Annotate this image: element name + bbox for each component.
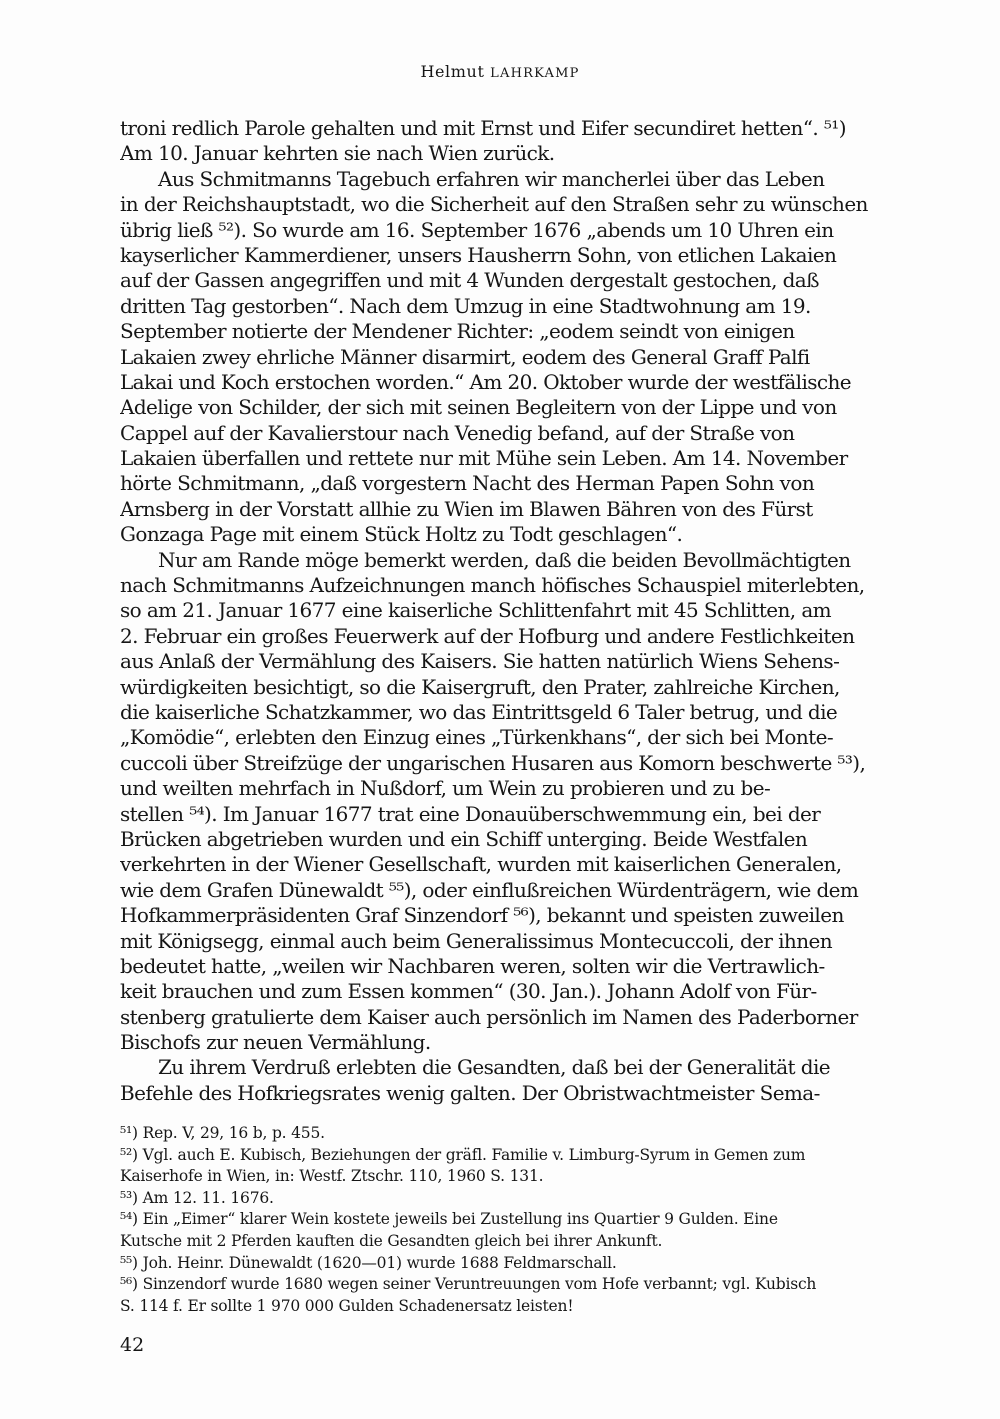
footnote-line: S. 114 f. Er sollte 1 970 000 Gulden Schadenersatz leisten! <box>120 1296 574 1315</box>
body-line: Zu ihrem Verdruß erlebten die Gesandten, daß bei der Generalität die <box>158 1055 830 1080</box>
body-line: so am 21. Januar 1677 eine kaiserliche Schlittenfahrt mit 45 Schlitten, am <box>120 598 832 623</box>
body-line: Gonzaga Page mit einem Stück Holtz zu Todt geschlagen“. <box>120 522 683 547</box>
body-line: die kaiserliche Schatzkammer, wo das Eintrittsgeld 6 Taler betrug, und die <box>120 699 838 724</box>
running-header <box>120 62 880 81</box>
body-line: Cappel auf der Kavalierstour nach Venedig befand, auf der Straße von <box>120 420 795 445</box>
body-line: 2. Februar ein großes Feuerwerk auf der Hofburg und andere Festlichkeiten <box>120 623 855 648</box>
body-line: bedeutet hatte, „weilen wir Nachbaren weren, solten wir die Vertrawlich- <box>120 953 825 978</box>
body-line: würdigkeiten besichtigt, so die Kaisergruft, den Prater, zahlreiche Kirchen, <box>120 674 840 699</box>
body-line: auf der Gassen angegriffen und mit 4 Wunden dergestalt gestochen, daß <box>120 268 819 293</box>
body-line: mit Königsegg, einmal auch beim Generalissimus Montecuccoli, der ihnen <box>120 928 832 953</box>
footnotes <box>120 1123 880 1317</box>
body-line: Adelige von Schilder, der sich mit seinen Begleitern von der Lippe und von <box>120 395 837 420</box>
footnote-line: ⁵⁴) Ein „Eimer“ klarer Wein kostete jeweils bei Zustellung ins Quartier 9 Gulden. Eine <box>120 1210 778 1229</box>
body-line: Aus Schmitmanns Tagebuch erfahren wir mancherlei über das Leben <box>158 166 825 191</box>
footnote-line: Kaiserhofe in Wien, in: Westf. Ztschr. 110, 1960 S. 131. <box>120 1167 544 1186</box>
body-line: verkehrten in der Wiener Gesellschaft, wurden mit kaiserlichen Generalen, <box>120 852 842 877</box>
footnote-line: ⁵³) Am 12. 11. 1676. <box>120 1188 274 1207</box>
page-number: 42 <box>120 1334 145 1356</box>
footnote-line: Kutsche mit 2 Pferden kauften die Gesandten gleich bei ihrer Ankunft. <box>120 1231 663 1250</box>
body-line: Brücken abgetrieben wurden und ein Schiff unterging. Beide Westfalen <box>120 826 808 851</box>
body-line: stenberg gratulierte dem Kaiser auch persönlich im Namen des Paderborner <box>120 1004 858 1029</box>
body-text <box>120 116 880 1106</box>
body-line: keit brauchen und zum Essen kommen“ (30. Jan.). Johann Adolf von Für- <box>120 979 817 1004</box>
body-line: Befehle des Hofkriegsrates wenig galten. Der Obristwachtmeister Sema- <box>120 1080 820 1105</box>
body-line: übrig ließ ⁵²). So wurde am 16. September 1676 „abends um 10 Uhren ein <box>120 217 834 242</box>
body-line: hörte Schmitmann, „daß vorgestern Nacht des Herman Papen Sohn von <box>120 471 815 496</box>
body-line: Am 10. Januar kehrten sie nach Wien zurück. <box>120 141 555 166</box>
body-line: Lakai und Koch erstochen worden.“ Am 20. Oktober wurde der westfälische <box>120 369 852 394</box>
body-line: cuccoli über Streifzüge der ungarischen Husaren aus Komorn beschwerte ⁵³), <box>120 750 866 775</box>
body-line: nach Schmitmanns Aufzeichnungen manch höfisches Schauspiel miterlebten, <box>120 573 865 598</box>
body-line: Arnsberg in der Vorstatt allhie zu Wien im Blawen Bähren von des Fürst <box>120 496 813 521</box>
body-line: Bischofs zur neuen Vermählung. <box>120 1030 431 1055</box>
body-line: stellen ⁵⁴). Im Januar 1677 trat eine Donauüberschwemmung ein, bei der <box>120 801 821 826</box>
body-line: aus Anlaß der Vermählung des Kaisers. Sie hatten natürlich Wiens Sehens- <box>120 649 840 674</box>
body-line: kayserlicher Kammerdiener, unsers Hausherrn Sohn, von etlichen Lakaien <box>120 242 837 267</box>
body-line: Nur am Rande möge bemerkt werden, daß die beiden Bevollmächtigten <box>158 547 851 572</box>
footnote-line: ⁵⁵) Joh. Heinr. Dünewaldt (1620—01) wurde 1688 Feldmarschall. <box>120 1253 617 1272</box>
footnote-line: ⁵²) Vgl. auch E. Kubisch, Beziehungen der gräfl. Familie v. Limburg-Syrum in Gemen zum <box>120 1145 806 1164</box>
body-line: troni redlich Parole gehalten und mit Ernst und Eifer secundiret hetten“. ⁵¹) <box>120 116 846 140</box>
body-line: in der Reichshauptstadt, wo die Sicherheit auf den Straßen sehr zu wünschen <box>120 192 868 217</box>
body-line: wie dem Grafen Dünewaldt ⁵⁵), oder einflußreichen Würdenträgern, wie dem <box>120 877 859 902</box>
body-line: Lakaien überfallen und rettete nur mit Mühe sein Leben. Am 14. November <box>120 446 848 471</box>
body-line: Lakaien zwey ehrliche Männer disarmirt, eodem des General Graff Palfi <box>120 344 810 369</box>
body-line: September notierte der Mendener Richter: „eodem seindt von einigen <box>120 319 795 344</box>
body-line: „Komödie“, erlebten den Einzug eines „Türkenkhans“, der sich bei Monte- <box>120 725 833 750</box>
header-author-first: Helmut <box>420 62 485 81</box>
header-author-last: LAHRKAMP <box>490 66 580 81</box>
footnote-line: ⁵¹) Rep. V, 29, 16 b, p. 455. <box>120 1124 325 1142</box>
body-line: dritten Tag gestorben“. Nach dem Umzug in eine Stadtwohnung am 19. <box>120 293 811 318</box>
footnote-line: ⁵⁶) Sinzendorf wurde 1680 wegen seiner Veruntreuungen vom Hofe verbannt; vgl. Kubisch <box>120 1275 817 1294</box>
body-line: Hofkammerpräsidenten Graf Sinzendorf ⁵⁶), bekannt und speisten zuweilen <box>120 903 844 928</box>
body-line: und weilten mehrfach in Nußdorf, um Wein zu probieren und zu be- <box>120 776 771 801</box>
